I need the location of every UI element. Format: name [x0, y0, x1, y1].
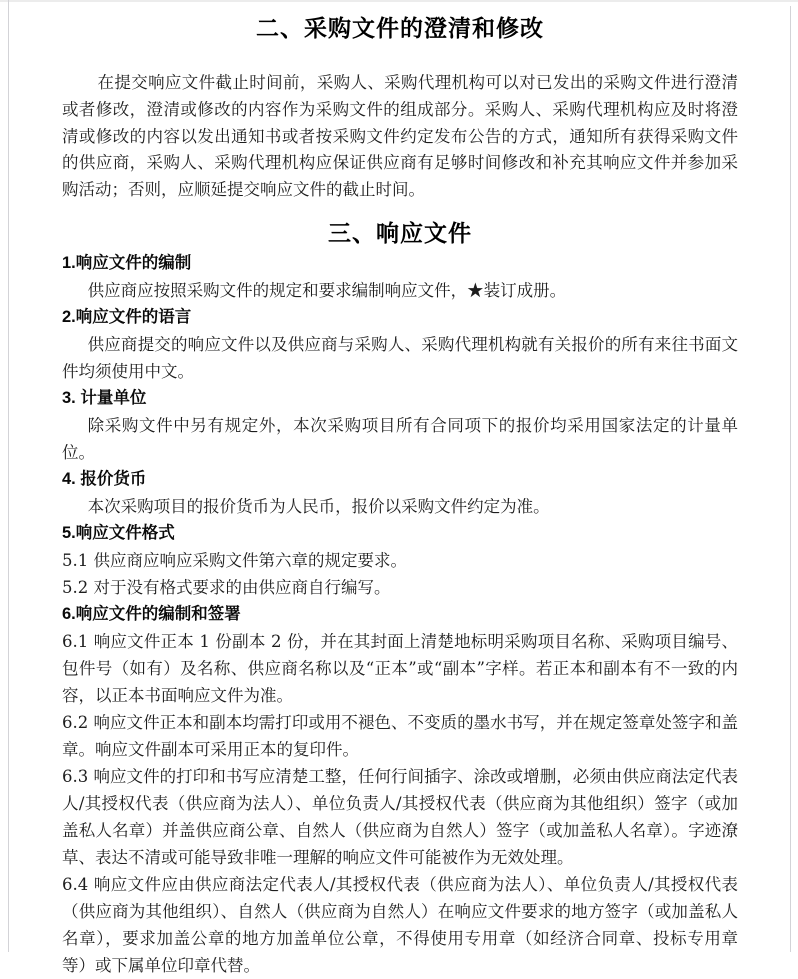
- item-heading-2: 2.响应文件的语言: [62, 307, 192, 326]
- clause-6-4: 6.4 响应文件应由供应商法定代表人/其授权代表（供应商为法人）、单位负责人/其授权代表（供应商为其他组织）、自然人（供应商为自然人）在响应文件要求的地方签字（或加盖私人名章），要求加盖公章的地方加盖单位公章，不得使用专用章（如经济合同章、投标专用章等）或下属单位印章代替。: [62, 874, 738, 975]
- page-content: [62, 0, 738, 979]
- section-title-response: 三、响应文件: [328, 219, 472, 246]
- clause-5-1: 5.1 供应商应响应采购文件第六章的规定要求。: [62, 550, 407, 570]
- clause-6-1: 6.1 响应文件正本 1 份副本 2 份，并在其封面上清楚地标明采购项目名称、采购项目编号、包件号（如有）及名称、供应商名称以及“正本”或“副本”字样。若正本和副本有不一致的内容，以正本书面响应文件为准。: [62, 631, 738, 705]
- clause-6-3: 6.3 响应文件的打印和书写应清楚工整，任何行间插字、涂改或增删，必须由供应商法定代表人/其授权代表（供应商为法人）、单位负责人/其授权代表（供应商为其他组织）签字（或加盖私人名章）并盖供应商公章、自然人（供应商为自然人）签字（或加盖私人名章）。字迹潦草、表达不清或可能导致非唯一理解的响应文件可能被作为无效处理。: [62, 766, 738, 867]
- item-body-1: 供应商应按照采购文件的规定和要求编制响应文件，★装订成册。: [87, 280, 567, 300]
- item-body-4: 本次采购项目的报价货币为人民币，报价以采购文件约定为准。: [87, 496, 550, 516]
- item-body-2: 供应商提交的响应文件以及供应商与采购人、采购代理机构就有关报价的所有来往书面文件均须使用中文。: [62, 334, 738, 381]
- item-heading-5: 5.响应文件格式: [62, 523, 175, 542]
- clause-6-2: 6.2 响应文件正本和副本均需打印或用不褪色、不变质的墨水书写，并在规定签章处签字和盖章。响应文件副本可采用正本的复印件。: [62, 712, 738, 759]
- item-heading-6: 6.响应文件的编制和签署: [62, 604, 241, 623]
- clause-5-2: 5.2 对于没有格式要求的由供应商自行编写。: [62, 577, 391, 597]
- clarification-paragraph: 在提交响应文件截止时间前，采购人、采购代理机构可以对已发出的采购文件进行澄清或者修改，澄清或修改的内容作为采购文件的组成部分。采购人、采购代理机构应及时将澄清或修改的内容以发出通知书或者按采购文件约定发布公告的方式，通知所有获得采购文件的供应商，采购人、采购代理机构应保证供应商有足够时间修改和补充其响应文件并参加采购活动；否则，应顺延提交响应文件的截止时间。: [62, 73, 738, 200]
- item-body-3: 除采购文件中另有规定外，本次采购项目所有合同项下的报价均采用国家法定的计量单位。: [62, 415, 738, 462]
- item-heading-4: 4. 报价货币: [62, 469, 147, 488]
- page-left-edge: [8, 0, 9, 952]
- page-right-edge: [790, 6, 791, 952]
- section-title-clarification: 二、采购文件的澄清和修改: [256, 15, 544, 41]
- item-heading-3: 3. 计量单位: [62, 388, 147, 407]
- item-heading-1: 1.响应文件的编制: [62, 253, 192, 272]
